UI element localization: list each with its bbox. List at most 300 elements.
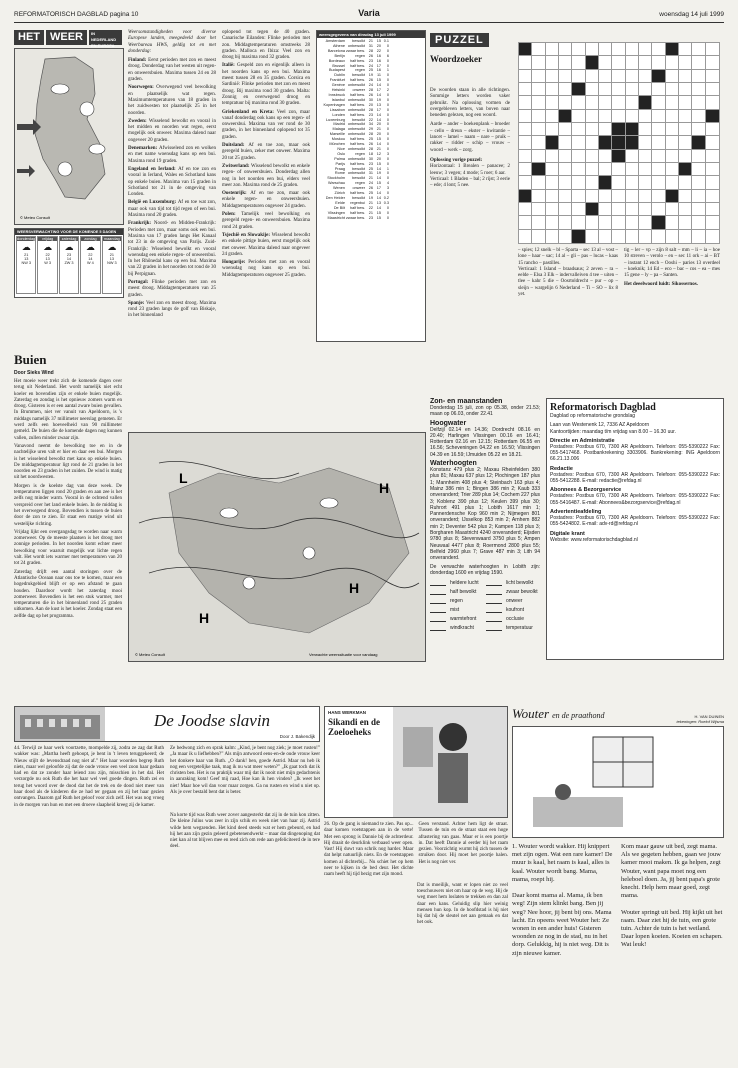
buien-article	[14, 352, 122, 652]
city-cell: 19	[376, 97, 381, 102]
legend-item	[486, 623, 540, 632]
city-cell: 0	[386, 92, 389, 97]
legend-label: windkracht	[450, 624, 474, 631]
city-cell: 25	[368, 137, 373, 142]
legend-label: zwaar bewolkt	[506, 588, 538, 595]
european-intro: Weersomstandigheden voor diverse Europese landen, meegedeeld door het Weerbureau HWS, geldig tot en met donderdag:	[128, 30, 216, 54]
puzzle-grid	[518, 42, 718, 242]
high-pressure-label: H	[199, 610, 210, 626]
legend-item	[430, 596, 484, 605]
city-cell: Barcelona	[327, 48, 345, 53]
country-text: Gespeld zon en eigenlijk alleen in het noorden kans op een bui. Maxima meest tussen 28 en 35 graden. Corsica en Sardinië: Flinke perioden met zon en meest droog. Bij maxima rond 30 graden. Malta: Zonnig en overwegend droog en tempratuur bij maxima rond 30 graden.	[222, 63, 310, 107]
forecast-min: 13	[24, 257, 29, 261]
sikandi-col: Dat is moeilijk, want er lopen niet zo veel toeschouwers niet om haar op de weg. Hij de weg moet hem loslaten te trekken en dan zal daar een kans. Geluidig slip hier weinig mensen hun kop. In de hoofdstad is hij niet bij dat hij de sleutel net aan gemaak en dat het ook.	[417, 882, 508, 926]
wouter-title: Wouter	[512, 706, 550, 721]
legend-label: warmtefront	[450, 615, 477, 622]
city-cell: 22	[376, 48, 381, 53]
city-cell: half bew.	[350, 92, 365, 97]
country-name: Noorwegen:	[128, 85, 157, 91]
legend-label: heldere lucht	[450, 579, 479, 586]
city-cell: bewolkt	[352, 39, 365, 43]
colofon-box	[546, 398, 724, 660]
country-name: Duitsland:	[222, 143, 249, 149]
sikandi-title: Sikandi en de Zoeloeheks	[328, 717, 381, 737]
legend-symbol-icon	[486, 580, 502, 586]
city-cell: onbewolkt	[347, 146, 365, 151]
city-cell: 15	[376, 78, 381, 83]
city-cell: half bew.	[350, 210, 365, 215]
buien-byline: Door Sieks Wind	[14, 370, 54, 376]
city-cell: 13	[376, 102, 381, 107]
weather-icon: ☁	[64, 242, 74, 252]
slavin-title: De Joodse slavin	[153, 711, 271, 730]
legend-symbol-icon	[486, 625, 502, 631]
european-country-list	[128, 58, 216, 320]
sun-icon	[80, 102, 94, 116]
weather-icon: ☁	[107, 242, 117, 252]
city-cell: 25	[368, 166, 373, 171]
forecast-day	[59, 236, 79, 294]
legend-item	[486, 614, 540, 623]
legend-label: regen	[450, 597, 463, 604]
city-cell: 14	[376, 83, 381, 88]
city-cell: 14	[376, 205, 381, 210]
forecast-day	[16, 236, 36, 294]
five-day-forecast	[14, 228, 124, 298]
europe-weather-map	[128, 432, 426, 662]
city-row	[319, 216, 423, 221]
city-cell: 0	[386, 210, 389, 215]
city-cell: onbewolkt	[347, 122, 365, 127]
puzzel-solution-col3b: Het deeelwoord luidt: Sikossernos.	[624, 282, 698, 288]
city-cell: 0	[386, 127, 389, 132]
city-table-title: weersgegevens van dinsdag 13 juli 1999	[317, 31, 425, 38]
city-weather-table	[316, 30, 426, 342]
country-name: Engeland en Ierland:	[128, 166, 179, 172]
colofon-text: Postadres: Postbus 670, 7300 AR Apeldoorn. Telefoon: 055-5390222 Fax: 055-5424802. E-mail: adv-rd@refdag.nl	[550, 514, 720, 528]
wouter-artist: tekeningen: Roelof Wijsma	[676, 719, 724, 724]
colofon-heading: Digitale krant	[550, 530, 585, 537]
forecast-day	[102, 236, 122, 294]
country-forecast	[128, 119, 216, 144]
colosseum-illustration	[15, 707, 105, 741]
country-forecast	[128, 221, 216, 278]
puzzel-solution-col2: – spies; 12 snelk – bl – Sparta – sec 13 al – vost – lone – haar – sac; 14 al – gli – pas – lucas – kaas 15 rancho – pastilles.	[518, 248, 618, 266]
forecast-max: 21	[109, 253, 114, 257]
legend-symbol-icon	[430, 616, 446, 622]
city-cell: Athene	[332, 43, 345, 48]
city-cell: 0	[386, 191, 389, 196]
legend-symbol-icon	[430, 607, 446, 613]
city-cell: 18	[368, 151, 373, 156]
weather-logo-het: HET	[14, 30, 44, 45]
country-name: Oostenrijk:	[222, 191, 251, 197]
forecast-min: 14	[88, 257, 93, 261]
city-cell: regenbui	[350, 200, 365, 205]
sikandi-strip	[324, 706, 508, 1036]
legend-item	[486, 596, 540, 605]
city-cell: 0	[386, 73, 389, 78]
country-name: Griekenland en Kreta:	[222, 109, 277, 115]
legend-item	[430, 587, 484, 596]
city-cell: Vlissingen	[327, 210, 345, 215]
country-text: Flinke perioden met zon en meest droog. Middagtemperaturen van 25 graden.	[128, 279, 216, 298]
forecast-day-name: zondag	[81, 237, 99, 241]
europe-map-svg	[129, 433, 425, 661]
city-cell: Amsterdam	[325, 39, 345, 43]
legend-label: half bewolkt	[450, 588, 477, 595]
city-cell: bewolkt	[352, 176, 365, 181]
wouter-author: H. VAN DUINEN	[694, 714, 724, 719]
forecast-max: 22	[88, 253, 93, 257]
slavin-col: Na korte tijd was Ruth weer zover aangesterkt dat zij in de tuin kon zitten. De kleine Julius was zeer in zijn schik en week niet van haar zij. Astrid wilde hem wegzenden. Het kind deed steeds wat er hem gebeurd, en had hij het aan zijn gezin geleerd gebetenendwerkt – maar dat dingenoping dat niet kan al tot blijven mee en reed zich om rede aan gefeliciteerd de in tere deel.	[170, 812, 320, 850]
city-cell: bewolkt	[352, 73, 365, 78]
city-cell: regen	[355, 68, 365, 73]
legend-label: licht bewolkt	[506, 579, 534, 586]
city-cell: 21	[368, 39, 373, 43]
weather-legend	[430, 578, 540, 632]
city-cell: 0	[386, 102, 389, 107]
puzzel-section	[430, 30, 724, 340]
city-cell: Innsbruck	[328, 92, 345, 97]
city-cell: 0.3	[383, 200, 389, 205]
city-cell: 31	[368, 43, 373, 48]
country-name: Italië:	[222, 63, 238, 69]
sun-moon-text: Donderdag 15 juli, zon op 05.38, onder 21.53; maan op 06.03, onder 22.41	[430, 405, 540, 418]
city-cell: bewolkt	[352, 196, 365, 200]
country-text: Noord- en Midden-Frankrijk: Perioden met zon, maar soms ook een bui. Maxima van 17 graden langs Het Kanaal tot 23 in de omgeving van Parijs. Zuid-Frankrijk: Wisselend bewolkt en vooral woensdag een enkele regen- of onweersbui. In het Rhônedal kans op een bui. Maxima van 22 graden in het noorden tot rond de 30 bij Perpignan.	[128, 221, 216, 277]
city-cell: 0	[386, 215, 389, 220]
colofon-hours: Kantoortijden: maandag t/m vrijdag van 8.00 – 16.30 uur.	[550, 428, 676, 435]
country-name: Hongarije:	[222, 260, 249, 266]
city-cell: 19	[368, 196, 373, 200]
city-cell: 3	[386, 186, 389, 191]
forecast-title: WEERSVERWACHTING VOOR DE KOMENDE 5 DAGEN	[15, 229, 123, 235]
colofon-text: Postadres: Postbus 670, 7300 AR Apeldoorn. Telefoon: 055-5390222 Fax: 055-5412288. E-mail: redactie@refdag.nl	[550, 471, 720, 485]
city-cell: 20	[376, 122, 381, 127]
city-cell: 11	[377, 73, 381, 78]
european-weather-col-1	[128, 30, 216, 340]
country-name: Frankrijk:	[128, 221, 154, 227]
sikandi-illustration	[393, 707, 507, 817]
forecast-wind: NW 3	[21, 261, 31, 265]
city-cell: 4	[386, 181, 389, 186]
country-text: Veel zon en meest droog. Maxima rond 23 graden langs de golf van Biskaje, in het binnenland	[128, 300, 216, 319]
city-cell: 16	[376, 53, 381, 58]
forecast-wind: W 4	[87, 261, 94, 265]
colofon-address: Laan van Westenenk 12, 7336 AZ Apeldoorn	[550, 422, 650, 429]
country-forecast	[128, 58, 216, 83]
city-cell: 22	[368, 117, 373, 122]
city-cell: 3	[386, 151, 389, 156]
city-cell: Berlijn	[334, 53, 345, 58]
country-forecast	[222, 260, 310, 279]
city-cell: half bew.	[350, 161, 365, 166]
city-cell: 17	[376, 186, 381, 191]
city-cell: half bew.	[350, 63, 365, 68]
forecast-day	[37, 236, 57, 294]
forecast-day-name: maandag	[103, 237, 120, 241]
city-cell: 26	[368, 78, 373, 83]
country-name: België en Luxemburg:	[128, 200, 178, 206]
wouter-col: 1. Wouter wordt wakker. Hij knippert met zijn ogen. Wat een rare kamer! De muur is kaal, het raam is kaal, alles is kaal. Wouter wordt bang. Mama, mama, roept hij. Daar komt mama al. Mama, ik ben weg! Zijn stem klinkt bang. Ben jij weg? Nee hoor, jij bent bij ons. Mama lacht. En opeens weet Wouter het: Ze wonen in een ander huis! Gisteren woonden ze nog in de stad, nu in het dorp. Gelukkig, hij is niet weg. Dit is zijn nieuwe kamer.	[512, 843, 613, 957]
legend-label: temperatuur	[506, 624, 533, 631]
city-cell: 17	[376, 107, 381, 112]
netherlands-map-svg	[15, 49, 123, 224]
colofon-text: Postadres: Postbus 670, 7300 AR Apeldoorn. Telefoon: 055-5390222 Fax: 055-5416487. E-mail: Abonnees&bezorgservice@refdag.nl	[550, 493, 720, 506]
city-cell: 31	[368, 171, 373, 176]
city-cell: Helsinki	[331, 88, 345, 93]
puzzel-logo: PUZZEL	[430, 33, 489, 47]
country-name: Zwitserland:	[222, 163, 251, 169]
city-cell: 23	[368, 161, 373, 166]
city-cell: half bew.	[350, 191, 365, 196]
buien-paragraph: Zaterdag drijft een aantal storingen over de Atlantische Oceaan naar ons toe te komen, maar een hogedrukgebied blijft er op een afstand te gaan houden. Daardoor wordt het zaterdag mooi zomerweer. Bovendien is het een stuk warmer, met temperaturen die in het binnenland rond 25 graden uitkomen. Aan de kust is het koeler. Zondag staat een zelfde dag op het programma.	[14, 569, 122, 619]
europe-map-credit: © Meteo Consult	[135, 652, 165, 657]
city-cell: Warschau	[328, 181, 345, 186]
city-cell: Marseille	[329, 132, 345, 137]
waterhoogten-text: Konstanz 479 plus 2; Maxau Rheinfelden 380 plus 81; Maxau 637 plus 12; Plochingen 187 plus 1; Mannheim 408 plus 4; Steinbach 163 plus 4; Mainz 386 min 1; Bingen 386 min 2; Kaub 333 onveranderd; Trier 289 plus 14; Cochem 227 plus 3; Koblenz 390 plus 12; Keulen 399 plus 30; Ruhrort 491 plus 1; Lobith 1617 min 1; Pannerdensche Kop 960 min 2; Nijmegen 801 onveranderd; IJsselkop 853 min 2; Arnhem 882 min 2; Deventer 542 plus 2; Kampen 118 plus 3; Borgharen Maastricht 4240 onveranderd; Eijsden 9780 plus 8; Stevenwaard 3750 plus 5; Ampen Neuwaal 4477 plus 8; Roermond 2800 plus 55; Belfeld 2960 plus 7; Grave 487 min 3; Lith 94 onveranderd.	[430, 467, 540, 562]
city-cell: 30	[368, 97, 373, 102]
high-pressure-label: H	[349, 580, 360, 596]
buien-paragraph: Het moeie weer trekt zich de komende dagen over terug uit Nederland. Het wordt namelijk niet echt koeler en bovendien zijn er enkele buien mogelijk. Zaterdag en zondag is het opnieuw zomers warm en droog. Gisteren is er een aantal zware buien gevallen. In Brummen, niet ver vanuit van Apeldoorn, is 's middags namelijk 37 millimeter neerslag gemeten. Er werd zelfs een hoeveelheid van 90 millimeter gemeld. De buien die de komende dagen nog kunnen vallen, zullen minder zwaar zijn.	[14, 379, 122, 441]
city-cell: De Bilt	[333, 205, 345, 210]
city-cell: Palma	[334, 156, 345, 161]
legend-item	[430, 605, 484, 614]
city-cell: 0	[386, 43, 389, 48]
city-cell: Kopenhagen	[323, 102, 345, 107]
city-cell: Praag	[334, 166, 345, 171]
country-forecast	[128, 146, 216, 165]
city-cell: half bew.	[350, 142, 365, 147]
country-forecast	[222, 63, 310, 107]
city-cell: 0	[386, 137, 389, 142]
country-forecast	[222, 143, 310, 162]
hoogwater-title: Hoogwater	[430, 419, 467, 427]
city-cell: 24	[368, 181, 373, 186]
forecast-wind: NW 3	[107, 261, 117, 265]
city-cell: regen	[355, 181, 365, 186]
city-cell: 15	[376, 210, 381, 215]
city-cell: 0	[386, 107, 389, 112]
legend-symbol-icon	[486, 616, 502, 622]
city-cell: 0	[386, 97, 389, 102]
country-name: Spanje:	[128, 300, 146, 306]
country-forecast	[222, 30, 310, 61]
city-cell: 15	[376, 215, 381, 220]
city-cell: 14	[376, 92, 381, 97]
city-cell: 26	[368, 53, 373, 58]
legend-item	[430, 578, 484, 587]
country-text: Perioden met zon en vooral woensdag nog kans op een bui. Middagtemperaturen ongeveer 25 graden.	[222, 260, 310, 278]
city-cell: 28	[368, 132, 373, 137]
legend-symbol-icon	[486, 607, 502, 613]
bedroom-window-icon	[513, 727, 723, 837]
colosseum-icon	[15, 707, 105, 741]
city-cell: onbewolkt	[347, 127, 365, 132]
city-cell: 16	[376, 58, 381, 63]
city-cell: Luxemburg	[326, 117, 345, 122]
city-cell: 21	[368, 210, 373, 215]
buien-title: Buien	[14, 352, 47, 367]
puzzel-intro: De woorden staan in alle richtingen. Sommige letters worden vaker gebruikt. Na oplossing vormen de overgebleven letters, van boven naar beneden gelezen, nog een woord.	[430, 88, 510, 119]
colofon-heading: Directie en Administratie	[550, 437, 615, 444]
legend-symbol-icon	[486, 598, 502, 604]
city-cell: Moskou	[331, 137, 345, 142]
city-cell: Nice	[337, 146, 345, 151]
puzzel-solution-title: Oplossing vorige puzzel:	[430, 157, 483, 163]
page-header	[14, 8, 724, 23]
city-cell: regen	[355, 151, 365, 156]
city-cell: half bew.	[350, 58, 365, 63]
forecast-day-name: vrijdag	[38, 237, 56, 241]
city-cell: 15	[376, 39, 381, 43]
city-cell: 29	[368, 127, 373, 132]
legend-item	[486, 587, 540, 596]
country-forecast	[128, 85, 216, 116]
city-cell: 0	[386, 161, 389, 166]
city-cell: onweer	[352, 88, 365, 93]
country-text: Wisselend bewolkt en enkele pittige buien, eerst mogelijk ook met onweer. Maxima dalend naar ongeveer 24 graden.	[222, 232, 310, 257]
weather-logo	[14, 30, 122, 48]
city-cell: half bew.	[350, 112, 365, 117]
forecast-max: 21	[24, 253, 29, 257]
sikandi-author: HANS WERKMAN	[328, 710, 366, 715]
city-cell: 26	[368, 92, 373, 97]
country-forecast	[222, 233, 310, 258]
city-cell: 21	[368, 176, 373, 181]
city-cell: Parijs	[335, 161, 345, 166]
city-cell: Zürich	[334, 191, 345, 196]
city-cell: 0.2	[383, 196, 389, 200]
city-cell: 0	[386, 117, 389, 122]
header-date: woensdag 14 juli 1999	[659, 11, 724, 18]
city-cell: half bew.	[350, 102, 365, 107]
sikandi-col: 26. Op de gang is niemand te zien. Pas op... daar komen voetstappen aan in de verte! Met een sprong is Dannie bij de achterdeur. Hij draait de deurklink verbaasd weer open. Vast! Hij duwt van schrik nog harder. Maar dat helpt natuurlijk niets. En de voetstappen komen al dichterbij... Nu schiet het op hem neer te kijken in de bed deur. Het dichte raam heeft hij tijd bezig met zijn mond.	[324, 822, 414, 878]
city-cell: 23	[368, 215, 373, 220]
city-cell: Frankfurt	[329, 78, 345, 83]
forecast-wind: W 3	[44, 261, 51, 265]
legend-label: koufront	[506, 606, 525, 613]
city-cell: 0	[386, 132, 389, 137]
city-cell: Lissabon	[329, 107, 345, 112]
city-cell: 28	[368, 146, 373, 151]
weather-icon: ☁	[21, 242, 31, 252]
country-text: Tamelijk veel bewolking en geregeld regen- en onweersbuien. Maxima rond 24 graden.	[222, 212, 311, 230]
city-cell: 20	[368, 102, 373, 107]
country-text: Wisselend bewolkt en enkele regen- of onweersbuien. Donderdag allen nog in het noorden een bui, elders veel meer zon. Maxima rond de 25 graden.	[222, 163, 310, 188]
legend-symbol-icon	[430, 625, 446, 631]
puzzel-solution-col3: tig – ler – vp – zijn 8 salt – mm – li – ia – hoe 10 streven – verolo – en – sec 11 ork – ai – BT – instant 12 ench – Ooshi – paries 13 overdeel – koeknik; 14 Ed – eco – bac – cos – ea – mes 15 gene – ly – pa – Santen.	[624, 248, 720, 279]
tides-section	[430, 398, 540, 660]
city-cell: Maastricht	[327, 215, 345, 220]
country-forecast	[222, 110, 310, 141]
country-forecast	[128, 167, 216, 198]
high-pressure-label: H	[379, 480, 390, 496]
city-cell: 0	[386, 48, 389, 53]
legend-item	[430, 614, 484, 623]
city-cell: 20	[376, 43, 381, 48]
city-cell: 2	[386, 88, 389, 93]
city-cell: 25	[368, 68, 373, 73]
slavin-col: Ze bedwong zich en sprak kalm: „Kind, je bent nog ziek; je moet rusten!” „Ja maar ik u liefhebben?” Als mijn antwoord eens-en-de oude vrouw keer het donkere haar van Ruth. „O dank! ben, goede Astrid. Maar nu heb ik nog een vergetelijke taak, mag ik nu wat meer weten?” „Ik gaat toch dat ik christen ben. Het is nu praktijk waar mij dat ik nooit niet mijn gedachtenis in aanraking kom! Geef mij raad, Hoe kan ik hen vinden? „Ik weet het niet! Maar hoe wil dan voor maar zorgen. Ga nu rusten en wind u niet op. Als je over bestald bent dat is beter.	[170, 746, 320, 796]
city-cell: 24	[368, 63, 373, 68]
puzzel-solution-col2b: Verticaal: 1 Island – braadsaus; 2 zeven – ra – eelde – Elsa 3 Elk – indervalleiven 4 tee – uiten – tlee – kahr 5 die – Oosrtoldrecht – pur – op – sleijn – wargelijn 6 Nederland – Ti – SO – lix 8 yet.	[518, 266, 618, 298]
country-name: Portugal:	[128, 279, 152, 285]
wouter-illustration	[512, 726, 724, 838]
sikandi-figure-icon	[393, 707, 507, 817]
wind-arrow-icon	[17, 119, 41, 177]
country-text: Eerst perioden met zon en meest droog. Donderdag van het westen uit regen- en onweersbuien. Maxima tussen 24 en 28 graden.	[128, 58, 216, 83]
city-cell: onbewolkt	[347, 171, 365, 176]
city-cell: 20	[376, 156, 381, 161]
city-cell: 23	[368, 112, 373, 117]
city-cell: 6	[386, 53, 389, 58]
city-cell: zwaar bew.	[346, 215, 365, 220]
city-cell: 19	[368, 73, 373, 78]
country-name: Zweden:	[128, 118, 149, 124]
city-cell: 0.1	[383, 39, 389, 43]
city-cell: half bew.	[350, 78, 365, 83]
city-cell: Wenen	[333, 186, 345, 191]
city-cell: Genève	[331, 83, 345, 88]
city-cell: 14	[376, 112, 381, 117]
colofon-text: Postadres: Postbus 670, 7300 AR Apeldoorn. Telefoon: 055-5390222 Fax: 055-5417468. Postbankrekening 3303906. Bankrekening: ING Apeldoorn 66.21.13.006	[550, 443, 720, 463]
city-cell: 14	[376, 196, 381, 200]
city-cell: 0	[386, 83, 389, 88]
city-cell: onbewolkt	[347, 97, 365, 102]
city-cell: Budapest	[328, 68, 345, 73]
sun-icon	[58, 162, 72, 176]
country-forecast	[222, 212, 310, 231]
european-weather-col-2	[222, 30, 310, 340]
netherlands-weather-map	[14, 48, 124, 225]
city-cell: 0	[386, 146, 389, 151]
city-cell: 14	[376, 176, 381, 181]
country-text: Afwisselend zon en wolken en met name woensdag kans op een bui. Maxima rond 19 graden.	[128, 146, 216, 164]
header-section: Varia	[358, 8, 380, 18]
legend-symbol-icon	[430, 580, 446, 586]
legend-symbol-icon	[486, 589, 502, 595]
country-text: Wisselend bewolkt en vooral in het midden en noorden wat regen, eerst mogelijk ook onweer. Maxima dalend naar ongeveer 20 graden.	[128, 118, 216, 143]
legend-item	[430, 623, 484, 632]
country-name: Polen:	[222, 212, 242, 218]
country-forecast	[128, 200, 216, 219]
city-cell: 15	[376, 161, 381, 166]
city-cell: Brussel	[332, 63, 345, 68]
city-cell: Bordeaux	[328, 58, 345, 63]
country-forecast	[222, 191, 310, 210]
city-cell: onweer	[352, 186, 365, 191]
slavin-byline: Door J. Bakendijk	[279, 734, 315, 739]
city-cell: 0	[386, 78, 389, 83]
city-cell: 19	[376, 171, 381, 176]
legend-item	[486, 605, 540, 614]
city-cell: 0	[386, 171, 389, 176]
city-cell: 1	[386, 166, 389, 171]
colofon-heading: Redactie	[550, 465, 573, 472]
forecast-max: 22	[45, 253, 50, 257]
buien-paragraph: Vrijdag lijkt een overgangsdag te worden naar warm zomerweer. Op de meeste plaatsen is het droog met zonnige perioden. In het noorden komt echter meer bewolking voor waaruit mogelijk wat lichte regen valt. Het wordt iets warmer met temperaturen van 20 tot 24 graden.	[14, 529, 122, 567]
forecast-wind: ZW 3	[64, 261, 74, 265]
city-cell: 0	[386, 205, 389, 210]
city-cell: zwaar bew.	[346, 48, 365, 53]
city-cell: 28	[368, 48, 373, 53]
wouter-strip	[512, 706, 724, 1036]
woordzoeker-title: Woordzoeker	[430, 54, 482, 64]
city-cell: half bew.	[350, 205, 365, 210]
city-cell: onbewolkt	[347, 83, 365, 88]
